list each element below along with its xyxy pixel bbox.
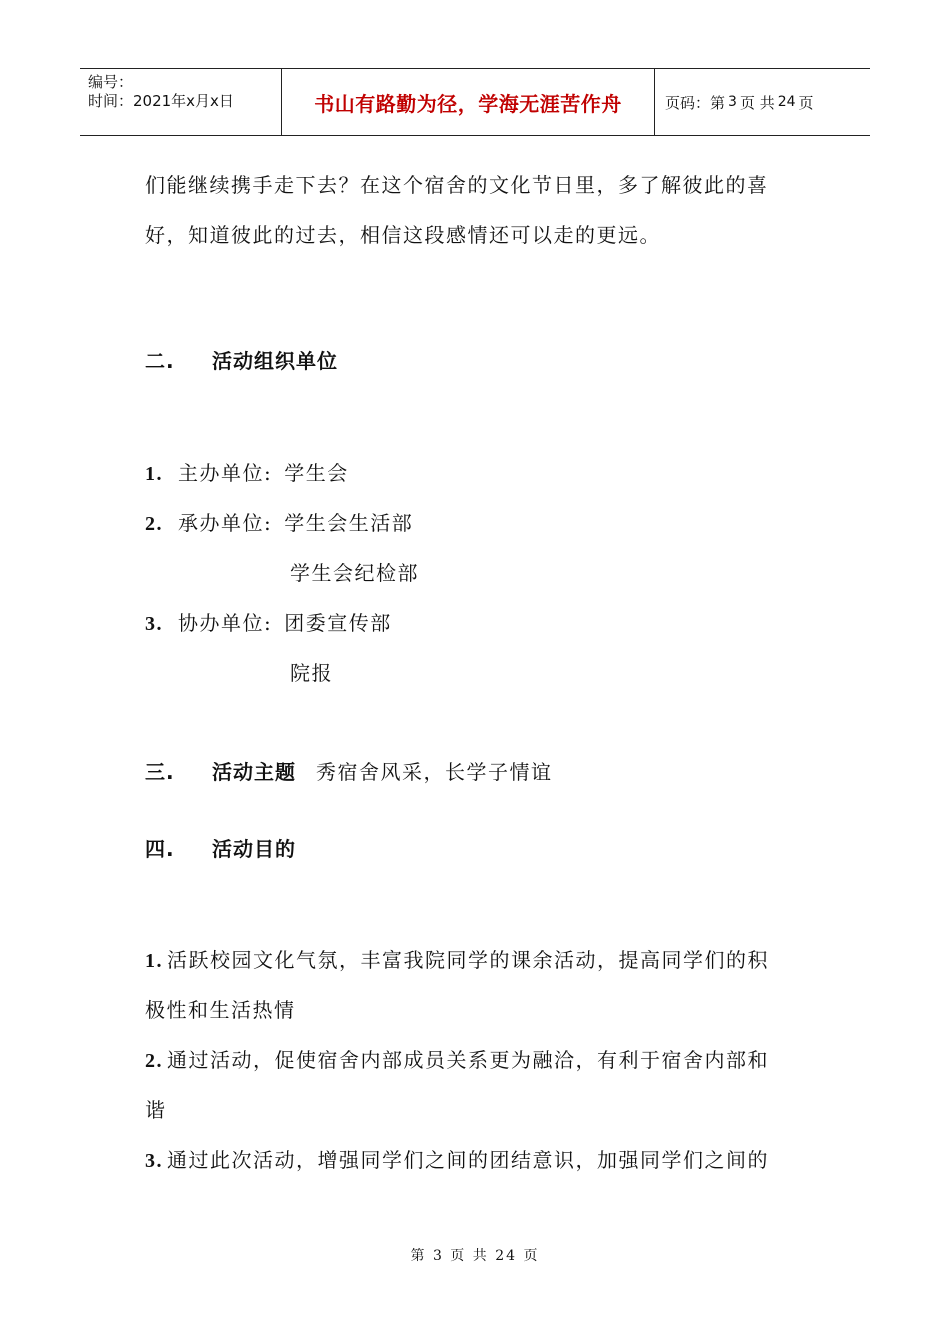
page-prefix: 页码：第 (665, 93, 726, 112)
item-number: 1. (145, 950, 163, 972)
item-number: 3. (145, 613, 163, 635)
item-number: 3. (145, 1150, 163, 1172)
header-code: 编号： (88, 73, 134, 91)
page-mid: 页 共 (739, 93, 775, 112)
item-number: 2. (145, 513, 163, 535)
item-number: 1. (145, 463, 163, 485)
purpose-continuation: 谐 (145, 1098, 167, 1122)
section-heading-4 (145, 834, 296, 864)
org-item-extra: 院报 (290, 661, 333, 685)
org-item (145, 608, 392, 639)
header-time: 时间：2021年x月x日 (88, 92, 234, 110)
section-number: 四. (145, 837, 175, 861)
item-label: 主办单位: (178, 461, 273, 485)
page-header (80, 68, 870, 136)
section-title: 活动主题 (212, 760, 296, 784)
item-value: 学生会 (284, 461, 349, 485)
page-current: 3 (728, 94, 737, 110)
org-item-extra: 学生会纪检部 (290, 561, 419, 585)
section-heading-2 (145, 346, 338, 376)
purpose-text: 通过此次活动，增强同学们之间的团结意识，加强同学们之间的 (167, 1148, 769, 1172)
header-page-info (655, 69, 870, 135)
section-title: 活动目的 (212, 837, 296, 861)
purpose-text: 活跃校园文化气氛，丰富我院同学的课余活动，提高同学们的积 (167, 948, 769, 972)
purpose-continuation: 极性和生活热情 (145, 998, 296, 1022)
org-item (145, 458, 349, 489)
purpose-text: 通过活动，促使宿舍内部成员关系更为融洽，有利于宿舍内部和 (167, 1048, 769, 1072)
purpose-item (145, 1145, 769, 1176)
section-title: 活动组织单位 (212, 349, 338, 373)
page-suffix: 页 (798, 93, 814, 112)
item-value: 团委宣传部 (284, 611, 392, 635)
purpose-item (145, 1045, 769, 1076)
item-label: 协办单位: (178, 611, 273, 635)
item-value: 学生会生活部 (284, 511, 414, 535)
section-number: 二. (145, 349, 175, 373)
page-footer: 第 3 页 共 24 页 (410, 1248, 540, 1264)
section-number: 三. (145, 760, 175, 784)
paragraph-line: 们能继续携手走下去？在这个宿舍的文化节日里，多了解彼此的喜 (145, 173, 769, 197)
header-meta (80, 69, 282, 135)
item-number: 2. (145, 1050, 163, 1072)
page-total: 24 (777, 94, 796, 110)
item-label: 承办单位: (178, 511, 273, 535)
org-item (145, 508, 413, 539)
section-heading-3 (145, 757, 553, 787)
paragraph-line: 好，知道彼此的过去，相信这段感情还可以走的更远。 (145, 223, 661, 247)
header-motto: 书山有路勤为径，学海无涯苦作舟 (282, 69, 655, 135)
section-theme: 秀宿舍风采，长学子情谊 (316, 760, 553, 784)
purpose-item (145, 945, 769, 976)
